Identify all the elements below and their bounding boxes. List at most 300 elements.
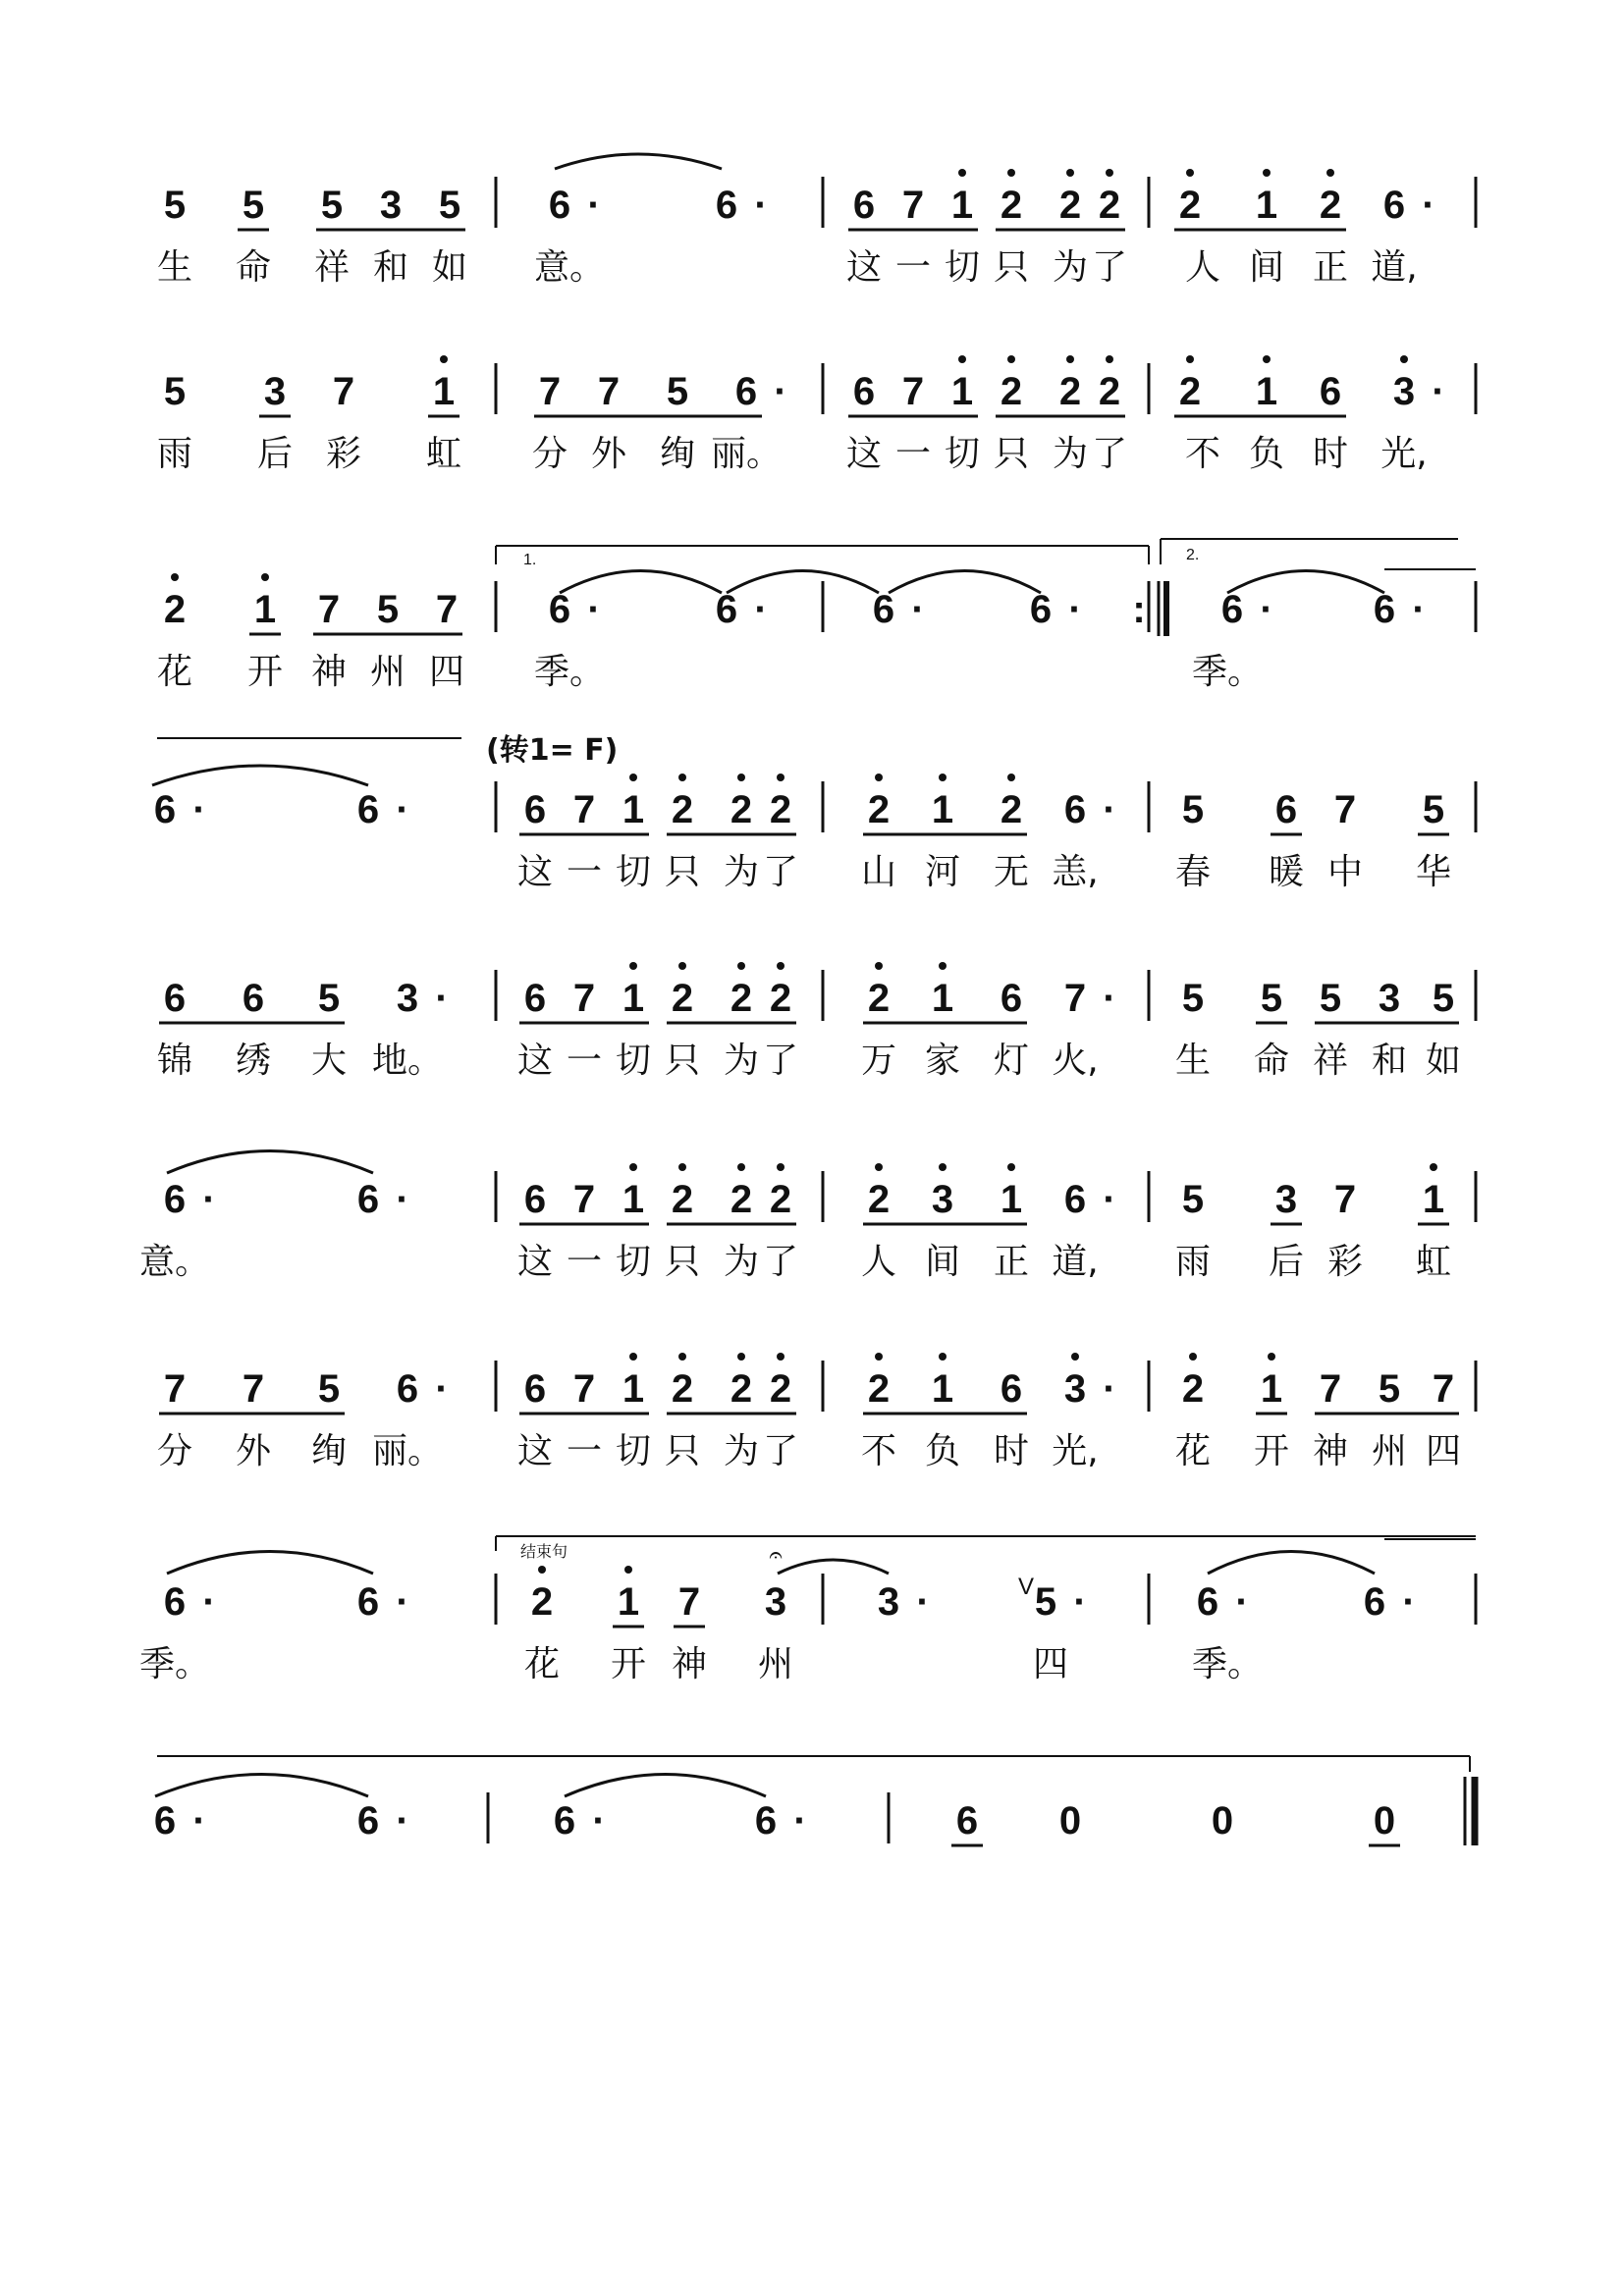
augmentation-dot: · — [192, 788, 206, 831]
note: 6 — [163, 1178, 187, 1221]
note: 3 — [1274, 1178, 1298, 1221]
augmentation-dot: · — [592, 1799, 606, 1842]
note: 7 — [163, 1367, 187, 1411]
note: 7 — [317, 588, 341, 631]
note: 3 — [931, 1178, 954, 1221]
lyric-syllable: 为 — [723, 852, 760, 892]
note: 2 — [671, 977, 694, 1020]
note: 2 — [1181, 1367, 1205, 1411]
high-octave-dot — [1189, 1353, 1197, 1361]
note: 7 — [901, 184, 925, 227]
high-octave-dot — [737, 1163, 745, 1171]
note: 7 — [1333, 788, 1357, 831]
lyric-syllable: 恙, — [1052, 852, 1099, 892]
tie — [1227, 571, 1384, 594]
note: 6 — [1382, 184, 1406, 227]
note: 6 — [356, 1580, 380, 1624]
note: 2 — [730, 788, 753, 831]
augmentation-dot: · — [396, 1799, 409, 1842]
lyric-syllable: 分 — [531, 434, 568, 474]
lyric-syllable: 一 — [566, 1431, 603, 1471]
note: 6 — [153, 1799, 177, 1842]
note: 1 — [1255, 184, 1278, 227]
lyric-syllable: 道, — [1371, 247, 1418, 288]
note: 5 — [1034, 1580, 1057, 1624]
note: 5 — [242, 184, 265, 227]
lyric-syllable: 花 — [523, 1644, 561, 1684]
lyric-syllable: 雨 — [1174, 1242, 1212, 1282]
lyric-syllable: 切 — [944, 247, 981, 288]
high-octave-dot — [1268, 1353, 1275, 1361]
note: 1 — [432, 370, 456, 413]
note: 5 — [1422, 788, 1445, 831]
lyric-syllable: 绣 — [235, 1041, 272, 1081]
note: 5 — [1319, 977, 1342, 1020]
augmentation-dot: · — [1235, 1580, 1249, 1624]
note: 7 — [1333, 1178, 1357, 1221]
note: 2 — [1098, 184, 1121, 227]
lyric-syllable: 只 — [664, 1041, 701, 1081]
tie — [778, 1560, 889, 1574]
lyric-syllable: 春 — [1174, 852, 1212, 892]
lyric-syllable: 后 — [256, 434, 294, 474]
augmentation-dot: · — [435, 1367, 449, 1411]
note: 6 — [754, 1799, 778, 1842]
tie — [152, 766, 368, 785]
lyric-syllable: 负 — [924, 1431, 961, 1471]
note: 6 — [1319, 370, 1342, 413]
high-octave-dot — [1066, 355, 1074, 363]
note: 2 — [1058, 370, 1082, 413]
augmentation-dot: · — [202, 1178, 216, 1221]
augmentation-dot: · — [793, 1799, 807, 1842]
note: 2 — [867, 977, 891, 1020]
lyric-syllable: 丽。 — [371, 1431, 444, 1471]
note: 1 — [931, 1367, 954, 1411]
note: 2 — [769, 977, 792, 1020]
high-octave-dot — [875, 962, 883, 970]
high-octave-dot — [629, 774, 637, 781]
lyric-syllable: 花 — [1174, 1431, 1212, 1471]
fermata-mark: 𝄐 — [769, 1542, 783, 1569]
high-octave-dot — [875, 1353, 883, 1361]
note: 1 — [931, 788, 954, 831]
augmentation-dot: · — [396, 1178, 409, 1221]
high-octave-dot — [1007, 169, 1015, 177]
volta-2-label: 2. — [1186, 547, 1200, 563]
lyric-syllable: 和 — [1371, 1041, 1408, 1081]
note: 1 — [950, 370, 974, 413]
note: 5 — [163, 184, 187, 227]
tie — [555, 154, 722, 169]
note: 6 — [1000, 977, 1023, 1020]
note: 3 — [1063, 1367, 1087, 1411]
high-octave-dot — [1430, 1163, 1437, 1171]
lyric-syllable: 这 — [516, 1242, 554, 1282]
high-octave-dot — [1066, 169, 1074, 177]
lyric-syllable: 彩 — [1326, 1242, 1364, 1282]
lyric-syllable: 生 — [1174, 1041, 1212, 1081]
note: 1 — [622, 788, 645, 831]
note: 6 — [852, 370, 876, 413]
high-octave-dot — [629, 1163, 637, 1171]
augmentation-dot: · — [1068, 588, 1082, 631]
augmentation-dot: · — [1103, 977, 1116, 1020]
high-octave-dot — [1186, 355, 1194, 363]
lyric-syllable: 命 — [1253, 1041, 1290, 1081]
lyric-syllable: 绚 — [310, 1431, 348, 1471]
tie — [727, 571, 879, 594]
note: 6 — [852, 184, 876, 227]
note: 3 — [1378, 977, 1401, 1020]
lyric-syllable: 这 — [516, 1431, 554, 1471]
note: 7 — [677, 1580, 701, 1624]
ending-label: 结束句 — [520, 1544, 568, 1561]
lyric-syllable: 不 — [860, 1431, 897, 1471]
note: 2 — [671, 788, 694, 831]
note: 2 — [671, 1367, 694, 1411]
note: 7 — [572, 788, 596, 831]
lyric-syllable: 了 — [762, 1041, 799, 1081]
note: 2 — [1000, 370, 1023, 413]
note: 6 — [356, 788, 380, 831]
high-octave-dot — [777, 774, 784, 781]
high-octave-dot — [678, 962, 686, 970]
high-octave-dot — [629, 962, 637, 970]
lyric-syllable: 四 — [1032, 1644, 1069, 1684]
augmentation-dot: · — [587, 588, 601, 631]
note: 6 — [1063, 788, 1087, 831]
note: 3 — [877, 1580, 900, 1624]
note: 1 — [1000, 1178, 1023, 1221]
note: 5 — [1181, 977, 1205, 1020]
lyric-syllable: 意。 — [138, 1242, 211, 1282]
lyric-syllable: 家 — [924, 1041, 961, 1081]
lyric-syllable: 虹 — [1415, 1242, 1452, 1282]
high-octave-dot — [1186, 169, 1194, 177]
lyric-syllable: 时 — [1312, 434, 1349, 474]
note: 5 — [163, 370, 187, 413]
lyric-syllable: 锦 — [156, 1041, 193, 1081]
note: 5 — [320, 184, 344, 227]
note: 6 — [1029, 588, 1053, 631]
note: 1 — [617, 1580, 640, 1624]
note: 2 — [1058, 184, 1082, 227]
repeat-dots: : — [1132, 588, 1146, 631]
lyric-syllable: 意。 — [533, 247, 606, 288]
note: 7 — [572, 977, 596, 1020]
lyric-syllable: 和 — [372, 247, 409, 288]
high-octave-dot — [624, 1566, 632, 1574]
note: 6 — [523, 1367, 547, 1411]
lyric-syllable: 了 — [1091, 434, 1128, 474]
note: 6 — [153, 788, 177, 831]
lyric-syllable: 州 — [369, 652, 406, 692]
lyric-syllable: 彩 — [325, 434, 362, 474]
note: 7 — [538, 370, 562, 413]
note: 2 — [1000, 788, 1023, 831]
high-octave-dot — [939, 774, 947, 781]
tie — [560, 571, 722, 594]
augmentation-dot: · — [911, 588, 925, 631]
note: 0 — [1058, 1799, 1082, 1842]
lyric-syllable: 绚 — [659, 434, 696, 474]
lyric-syllable: 季。 — [138, 1644, 211, 1684]
lyric-syllable: 祥 — [313, 247, 351, 288]
lyric-syllable: 季。 — [533, 652, 606, 692]
lyric-syllable: 中 — [1326, 852, 1364, 892]
lyric-syllable: 河 — [924, 852, 961, 892]
note: 7 — [1432, 1367, 1455, 1411]
lyric-syllable: 一 — [566, 1242, 603, 1282]
lyric-syllable: 四 — [428, 652, 465, 692]
note: 7 — [597, 370, 621, 413]
lyric-syllable: 只 — [664, 1431, 701, 1471]
note: 6 — [396, 1367, 419, 1411]
note: 1 — [622, 1367, 645, 1411]
lyric-syllable: 花 — [156, 652, 193, 692]
augmentation-dot: · — [587, 184, 601, 227]
note: 2 — [769, 1178, 792, 1221]
note: 6 — [548, 184, 571, 227]
high-octave-dot — [678, 1353, 686, 1361]
lyric-syllable: 了 — [762, 1431, 799, 1471]
lyric-syllable: 一 — [566, 1041, 603, 1081]
note: 5 — [666, 370, 689, 413]
high-octave-dot — [440, 355, 448, 363]
lyric-syllable: 四 — [1425, 1431, 1462, 1471]
lyric-syllable: 切 — [615, 1431, 652, 1471]
lyric-syllable: 了 — [1091, 247, 1128, 288]
lyric-syllable: 外 — [590, 434, 627, 474]
lyric-syllable: 华 — [1415, 852, 1452, 892]
note: 5 — [376, 588, 400, 631]
tie — [167, 1552, 373, 1575]
high-octave-dot — [171, 573, 179, 581]
note: 5 — [1260, 977, 1283, 1020]
lyric-syllable: 人 — [1184, 247, 1221, 288]
high-octave-dot — [875, 1163, 883, 1171]
note: 2 — [163, 588, 187, 631]
note: 6 — [1373, 588, 1396, 631]
note: 6 — [242, 977, 265, 1020]
high-octave-dot — [737, 962, 745, 970]
lyric-syllable: 地。 — [371, 1041, 444, 1081]
note: 0 — [1211, 1799, 1234, 1842]
note: 7 — [242, 1367, 265, 1411]
lyric-syllable: 只 — [664, 852, 701, 892]
note: 7 — [572, 1178, 596, 1221]
lyric-syllable: 为 — [723, 1242, 760, 1282]
lyric-syllable: 切 — [944, 434, 981, 474]
lyric-syllable: 一 — [894, 434, 932, 474]
lyric-syllable: 人 — [860, 1242, 897, 1282]
augmentation-dot: · — [396, 1580, 409, 1624]
lyric-syllable: 山 — [860, 852, 897, 892]
note: 6 — [163, 1580, 187, 1624]
lyric-syllable: 为 — [1052, 247, 1089, 288]
note: 3 — [764, 1580, 787, 1624]
note: 6 — [548, 588, 571, 631]
note: 2 — [769, 788, 792, 831]
note: 2 — [1178, 184, 1202, 227]
lyric-syllable: 间 — [1248, 247, 1285, 288]
breath-mark: V — [1017, 1574, 1035, 1600]
note: 7 — [901, 370, 925, 413]
note: 6 — [715, 184, 738, 227]
key-change-label: (转1= F) — [486, 733, 619, 768]
lyric-syllable: 生 — [156, 247, 193, 288]
augmentation-dot: · — [202, 1580, 216, 1624]
lyric-syllable: 神 — [671, 1644, 708, 1684]
augmentation-dot: · — [774, 370, 787, 413]
augmentation-dot: · — [754, 184, 768, 227]
high-octave-dot — [777, 962, 784, 970]
lyric-syllable: 雨 — [156, 434, 193, 474]
note: 3 — [379, 184, 403, 227]
lyric-syllable: 开 — [246, 652, 284, 692]
note: 6 — [356, 1799, 380, 1842]
note: 6 — [734, 370, 758, 413]
note: 1 — [1260, 1367, 1283, 1411]
lyric-syllable: 神 — [310, 652, 348, 692]
note: 2 — [730, 1178, 753, 1221]
note: 6 — [1274, 788, 1298, 831]
augmentation-dot: · — [396, 788, 409, 831]
augmentation-dot: · — [1422, 184, 1435, 227]
note: 6 — [523, 1178, 547, 1221]
augmentation-dot: · — [435, 977, 449, 1020]
lyric-syllable: 命 — [235, 247, 272, 288]
note: 6 — [1363, 1580, 1386, 1624]
lyric-syllable: 这 — [516, 1041, 554, 1081]
lyric-syllable: 这 — [516, 852, 554, 892]
lyric-syllable: 如 — [1425, 1041, 1462, 1081]
high-octave-dot — [629, 1353, 637, 1361]
high-octave-dot — [939, 1163, 947, 1171]
lyric-syllable: 开 — [1253, 1431, 1290, 1471]
lyric-syllable: 灯 — [993, 1041, 1030, 1081]
note: 1 — [931, 977, 954, 1020]
lyric-syllable: 州 — [757, 1644, 794, 1684]
high-octave-dot — [958, 169, 966, 177]
lyric-syllable: 了 — [762, 852, 799, 892]
lyric-syllable: 不 — [1184, 434, 1221, 474]
lyric-syllable: 州 — [1371, 1431, 1408, 1471]
note: 1 — [1422, 1178, 1445, 1221]
high-octave-dot — [958, 355, 966, 363]
high-octave-dot — [939, 962, 947, 970]
lyric-syllable: 为 — [1052, 434, 1089, 474]
lyric-syllable: 祥 — [1312, 1041, 1349, 1081]
lyric-syllable: 暖 — [1268, 852, 1305, 892]
note: 6 — [523, 977, 547, 1020]
note: 2 — [671, 1178, 694, 1221]
note: 0 — [1373, 1799, 1396, 1842]
augmentation-dot: · — [1103, 788, 1116, 831]
lyric-syllable: 虹 — [425, 434, 462, 474]
high-octave-dot — [737, 1353, 745, 1361]
augmentation-dot: · — [754, 588, 768, 631]
lyric-syllable: 只 — [993, 434, 1030, 474]
high-octave-dot — [538, 1566, 546, 1574]
high-octave-dot — [1071, 1353, 1079, 1361]
lyric-syllable: 外 — [235, 1431, 272, 1471]
note: 3 — [263, 370, 287, 413]
lyric-syllable: 这 — [845, 434, 883, 474]
lyric-syllable: 开 — [610, 1644, 647, 1684]
high-octave-dot — [1263, 355, 1271, 363]
lyric-syllable: 神 — [1312, 1431, 1349, 1471]
lyric-syllable: 切 — [615, 1242, 652, 1282]
lyric-syllable: 季。 — [1191, 1644, 1264, 1684]
note: 1 — [622, 977, 645, 1020]
high-octave-dot — [777, 1163, 784, 1171]
lyric-syllable: 万 — [860, 1041, 897, 1081]
note: 3 — [396, 977, 419, 1020]
high-octave-dot — [1326, 169, 1334, 177]
note: 2 — [1098, 370, 1121, 413]
lyric-syllable: 正 — [993, 1242, 1030, 1282]
high-octave-dot — [678, 1163, 686, 1171]
lyric-syllable: 大 — [310, 1041, 348, 1081]
note: 2 — [867, 1367, 891, 1411]
lyric-syllable: 火, — [1052, 1041, 1099, 1081]
lyric-syllable: 只 — [664, 1242, 701, 1282]
augmentation-dot: · — [1412, 588, 1426, 631]
lyric-syllable: 无 — [993, 852, 1030, 892]
volta-1-label: 1. — [523, 552, 537, 568]
high-octave-dot — [261, 573, 269, 581]
note: 6 — [1220, 588, 1244, 631]
lyric-syllable: 正 — [1312, 247, 1349, 288]
high-octave-dot — [1263, 169, 1271, 177]
high-octave-dot — [1106, 169, 1113, 177]
note: 7 — [435, 588, 459, 631]
lyric-syllable: 只 — [993, 247, 1030, 288]
augmentation-dot: · — [916, 1580, 930, 1624]
note: 1 — [1255, 370, 1278, 413]
note: 6 — [872, 588, 895, 631]
note: 1 — [253, 588, 277, 631]
note: 2 — [867, 788, 891, 831]
note: 6 — [1000, 1367, 1023, 1411]
note: 2 — [867, 1178, 891, 1221]
high-octave-dot — [777, 1353, 784, 1361]
high-octave-dot — [737, 774, 745, 781]
augmentation-dot: · — [1432, 370, 1445, 413]
lyric-syllable: 间 — [924, 1242, 961, 1282]
lyric-syllable: 道, — [1052, 1242, 1099, 1282]
tie — [1208, 1552, 1375, 1575]
high-octave-dot — [1400, 355, 1408, 363]
lyric-syllable: 为 — [723, 1041, 760, 1081]
lyric-syllable: 切 — [615, 852, 652, 892]
note: 5 — [1181, 788, 1205, 831]
note: 2 — [769, 1367, 792, 1411]
note: 5 — [1181, 1178, 1205, 1221]
tie — [565, 1775, 766, 1797]
high-octave-dot — [939, 1353, 947, 1361]
note: 6 — [523, 788, 547, 831]
high-octave-dot — [1007, 355, 1015, 363]
high-octave-dot — [1007, 1163, 1015, 1171]
lyric-syllable: 光, — [1052, 1431, 1099, 1471]
lyric-syllable: 光, — [1380, 434, 1428, 474]
lyric-syllable: 季。 — [1191, 652, 1264, 692]
high-octave-dot — [678, 774, 686, 781]
note: 5 — [1378, 1367, 1401, 1411]
